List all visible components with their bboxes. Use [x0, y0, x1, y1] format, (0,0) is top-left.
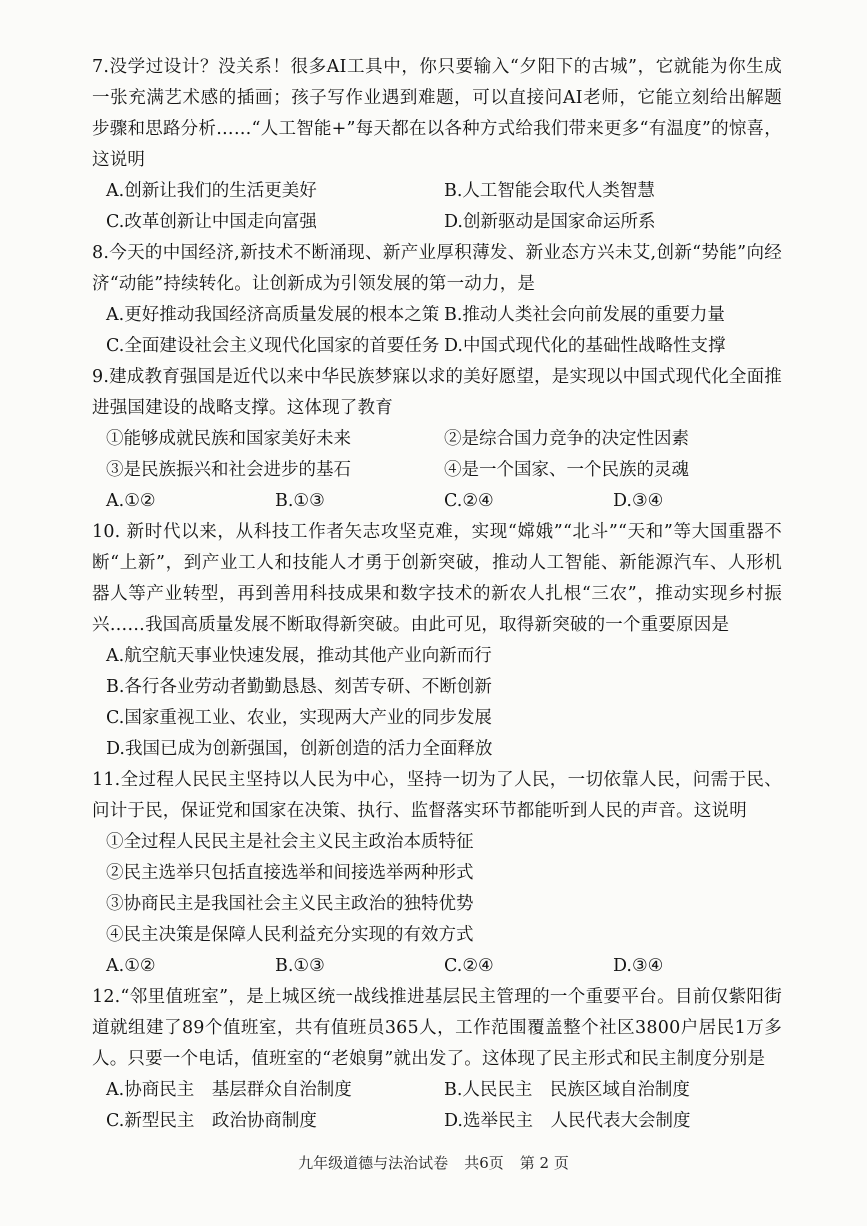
statement-2: ②是综合国力竞争的决定性因素 — [444, 429, 689, 449]
option-b: B.人民民主 民族区域自治制度 — [444, 1080, 690, 1100]
options — [92, 1075, 782, 1137]
option-d: D.我国已成为创新强国，创新创造的活力全面释放 — [106, 739, 493, 759]
question-11 — [92, 765, 782, 982]
statement-4: ④是一个国家、一个民族的灵魂 — [444, 460, 689, 480]
option-c: C.②④ — [444, 491, 494, 511]
question-8 — [92, 238, 782, 362]
option-a: A.①② — [106, 956, 156, 976]
option-b: B.人工智能会取代人类智慧 — [444, 181, 655, 201]
question-stem: 11.全过程人民民主坚持以人民为中心，坚持一切为了人民，一切依靠人民，问需于民、问计于民，保证党和国家在决策、执行、监督落实环节都能听到人民的声音。这说明 — [92, 770, 782, 821]
question-stem: 10. 新时代以来，从科技工作者矢志攻坚克难，实现“嫦娥”“北斗”“天和”等大国重器不断“上新”，到产业工人和技能人才勇于创新突破，推动人工智能、新能源汽车、人形机器人等产业转型，再到善用科技成果和数字技术的新农人扎根“三农”，推动实现乡村振兴……我国高质量发展不断取得新突破。由此可见，取得新突破的一个重要原因是 — [92, 522, 782, 635]
option-b: B.①③ — [275, 956, 325, 976]
page-footer — [0, 1152, 867, 1173]
options — [92, 300, 782, 362]
statement-1: ①能够成就民族和国家美好未来 — [106, 429, 351, 449]
option-a: A.①② — [106, 491, 156, 511]
options — [106, 486, 782, 517]
option-a: A.更好推动我国经济高质量发展的根本之策 — [106, 305, 440, 325]
option-c: C.②④ — [444, 956, 494, 976]
question-12 — [92, 982, 782, 1137]
option-d: D.③④ — [613, 491, 664, 511]
option-b: B.推动人类社会向前发展的重要力量 — [444, 305, 725, 325]
statement-3: ③是民族振兴和社会进步的基石 — [106, 460, 351, 480]
question-stem: 8.今天的中国经济,新技术不断涌现、新产业厚积薄发、新业态方兴未艾,创新“势能”向经济“动能”持续转化。让创新成为引领发展的第一动力，是 — [92, 243, 782, 294]
question-stem: 7.没学过设计？没关系！很多AI工具中，你只要输入“夕阳下的古城”，它就能为你生成一张充满艺术感的插画；孩子写作业遇到难题，可以直接问AI老师，它能立刻给出解题步骤和思路分析……“人工智能+”每天都在以各种方式给我们带来更多“有温度”的惊喜，这说明 — [92, 57, 782, 170]
option-d: D.创新驱动是国家命运所系 — [444, 212, 656, 232]
option-c: C.国家重视工业、农业，实现两大产业的同步发展 — [106, 708, 492, 728]
question-list — [92, 52, 782, 1137]
option-c: C.新型民主 政治协商制度 — [106, 1111, 317, 1131]
option-b: B.各行各业劳动者勤勤恳恳、刻苦专研、不断创新 — [106, 677, 492, 697]
question-stem: 9.建成教育强国是近代以来中华民族梦寐以求的美好愿望，是实现以中国式现代化全面推进强国建设的战略支撑。这体现了教育 — [92, 367, 782, 418]
footer-total-pages: 共6页 — [464, 1154, 504, 1172]
statement-3: ③协商民主是我国社会主义民主政治的独特优势 — [106, 894, 474, 914]
question-9 — [92, 362, 782, 517]
options — [106, 951, 782, 982]
option-c: C.改革创新让中国走向富强 — [106, 212, 317, 232]
option-a: A.协商民主 基层群众自治制度 — [106, 1080, 352, 1100]
statements — [92, 424, 782, 517]
option-b: B.①③ — [275, 491, 325, 511]
statement-1: ①全过程人民民主是社会主义民主政治本质特征 — [106, 832, 474, 852]
footer-page-number: 第 2 页 — [519, 1154, 569, 1172]
statement-2: ②民主选举只包括直接选举和间接选举两种形式 — [106, 863, 474, 883]
options — [92, 641, 782, 765]
option-c: C.全面建设社会主义现代化国家的首要任务 — [106, 336, 440, 356]
question-10 — [92, 517, 782, 765]
question-7 — [92, 52, 782, 238]
question-stem: 12.“邻里值班室”，是上城区统一战线推进基层民主管理的一个重要平台。目前仅紫阳街道就组建了89个值班室，共有值班员365人，工作范围覆盖整个社区3800户居民1万多人。只要一个电话，值班室的“老娘舅”就出发了。这体现了民主形式和民主制度分别是 — [92, 987, 782, 1069]
footer-title: 九年级道德与法治试卷 — [298, 1154, 449, 1172]
option-d: D.③④ — [613, 956, 664, 976]
option-d: D.选举民主 人民代表大会制度 — [444, 1111, 691, 1131]
option-a: A.创新让我们的生活更美好 — [106, 181, 317, 201]
option-a: A.航空航天事业快速发展，推动其他产业向新而行 — [106, 646, 492, 666]
statement-4: ④民主决策是保障人民利益充分实现的有效方式 — [106, 925, 474, 945]
statements — [92, 827, 782, 982]
option-d: D.中国式现代化的基础性战略性支撑 — [444, 336, 726, 356]
options — [92, 176, 782, 238]
